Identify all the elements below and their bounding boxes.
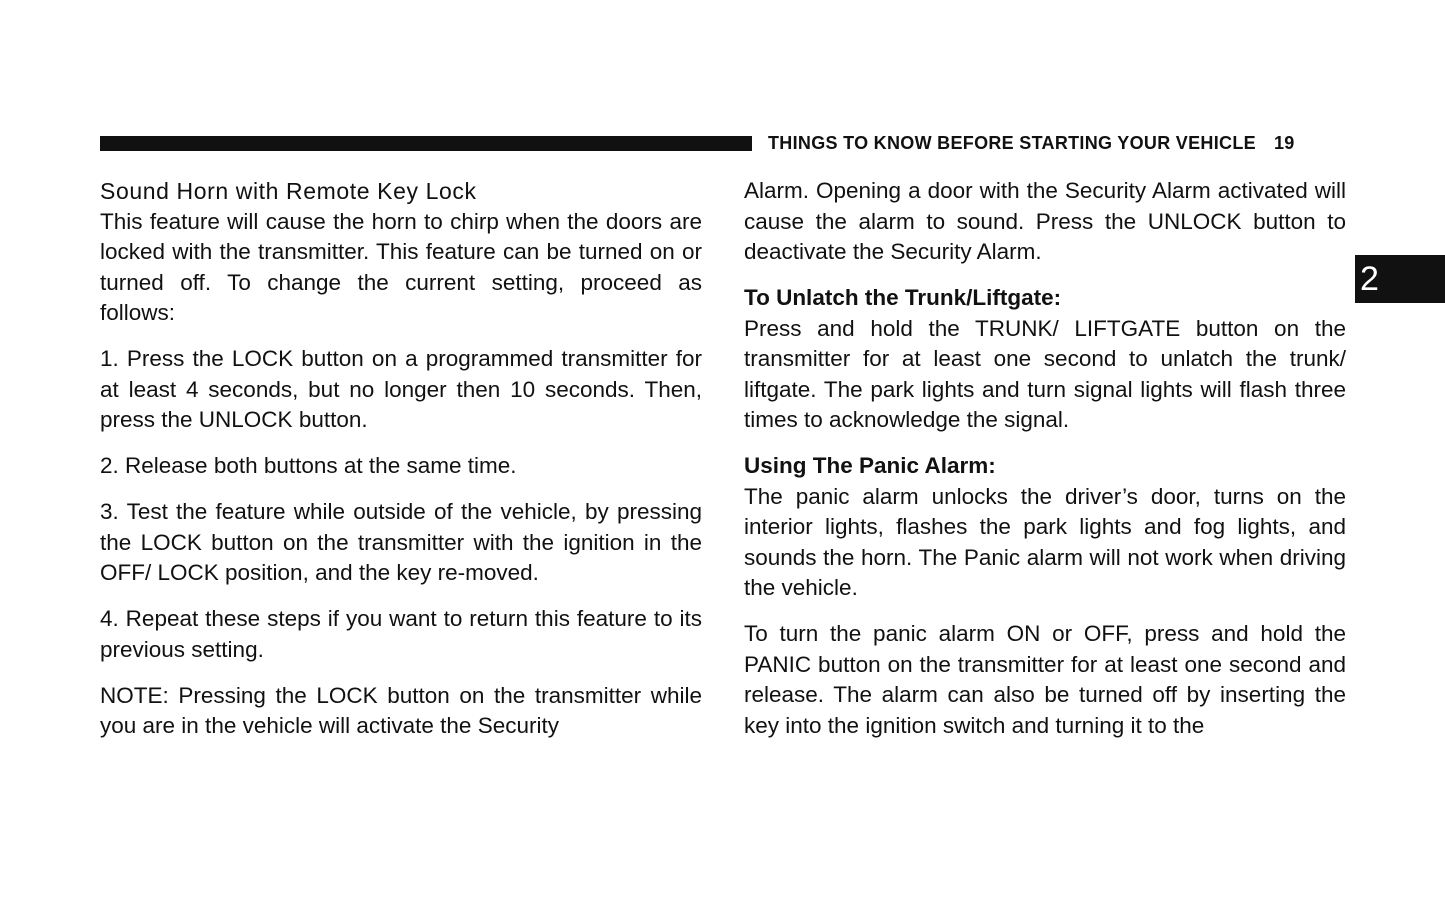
panic-paragraph: The panic alarm unlocks the driver’s door, turns on the interior lights, flashes the park lights and fog lights, and sounds the horn. The Panic alarm will not work when driving the vehicle. [744, 483, 1346, 600]
note-paragraph: NOTE: Pressing the LOCK button on the transmitter while you are in the vehicle will activate the Security [100, 682, 702, 738]
step-2-paragraph: 2. Release both buttons at the same time. [100, 453, 517, 478]
right-column [744, 176, 1346, 757]
trunk-heading: To Unlatch the Trunk/Liftgate: [744, 285, 1062, 310]
section-title: Sound Horn with Remote Key Lock [100, 178, 477, 204]
trunk-paragraph: Press and hold the TRUNK/ LIFTGATE button on the transmitter for at least one second to unlatch the trunk/ liftgate. The park lights and turn signal lights will flash three times to acknowledge the signal. [744, 315, 1346, 432]
header-title: THINGS TO KNOW BEFORE STARTING YOUR VEHICLE [768, 133, 1256, 153]
step-4-paragraph: 4. Repeat these steps if you want to return this feature to its previous setting. [100, 606, 702, 662]
header-rule [100, 136, 752, 151]
chapter-tab: 2 [1355, 255, 1445, 303]
panic-heading: Using The Panic Alarm: [744, 453, 996, 478]
panic-toggle-paragraph: To turn the panic alarm ON or OFF, press and hold the PANIC button on the transmitter for at least one second and release. The alarm can also be turned off by inserting the key into the ignition switch and turning it to the [744, 621, 1346, 738]
continuation-paragraph: Alarm. Opening a door with the Security Alarm activated will cause the alarm to sound. Press the UNLOCK button to deactivate the Security Alarm. [744, 178, 1346, 264]
running-header [768, 133, 1295, 154]
page-number: 19 [1273, 133, 1295, 153]
intro-paragraph: This feature will cause the horn to chirp when the doors are locked with the transmitter. This feature can be turned on or turned off. To change the current setting, proceed as follows: [100, 208, 702, 325]
step-1-paragraph: 1. Press the LOCK button on a programmed transmitter for at least 4 seconds, but no longer then 10 seconds. Then, press the UNLOCK button. [100, 346, 702, 432]
left-column [100, 176, 702, 757]
step-3-paragraph: 3. Test the feature while outside of the vehicle, by pressing the LOCK button on the transmitter with the ignition in the OFF/ LOCK position, and the key re-moved. [100, 499, 702, 585]
